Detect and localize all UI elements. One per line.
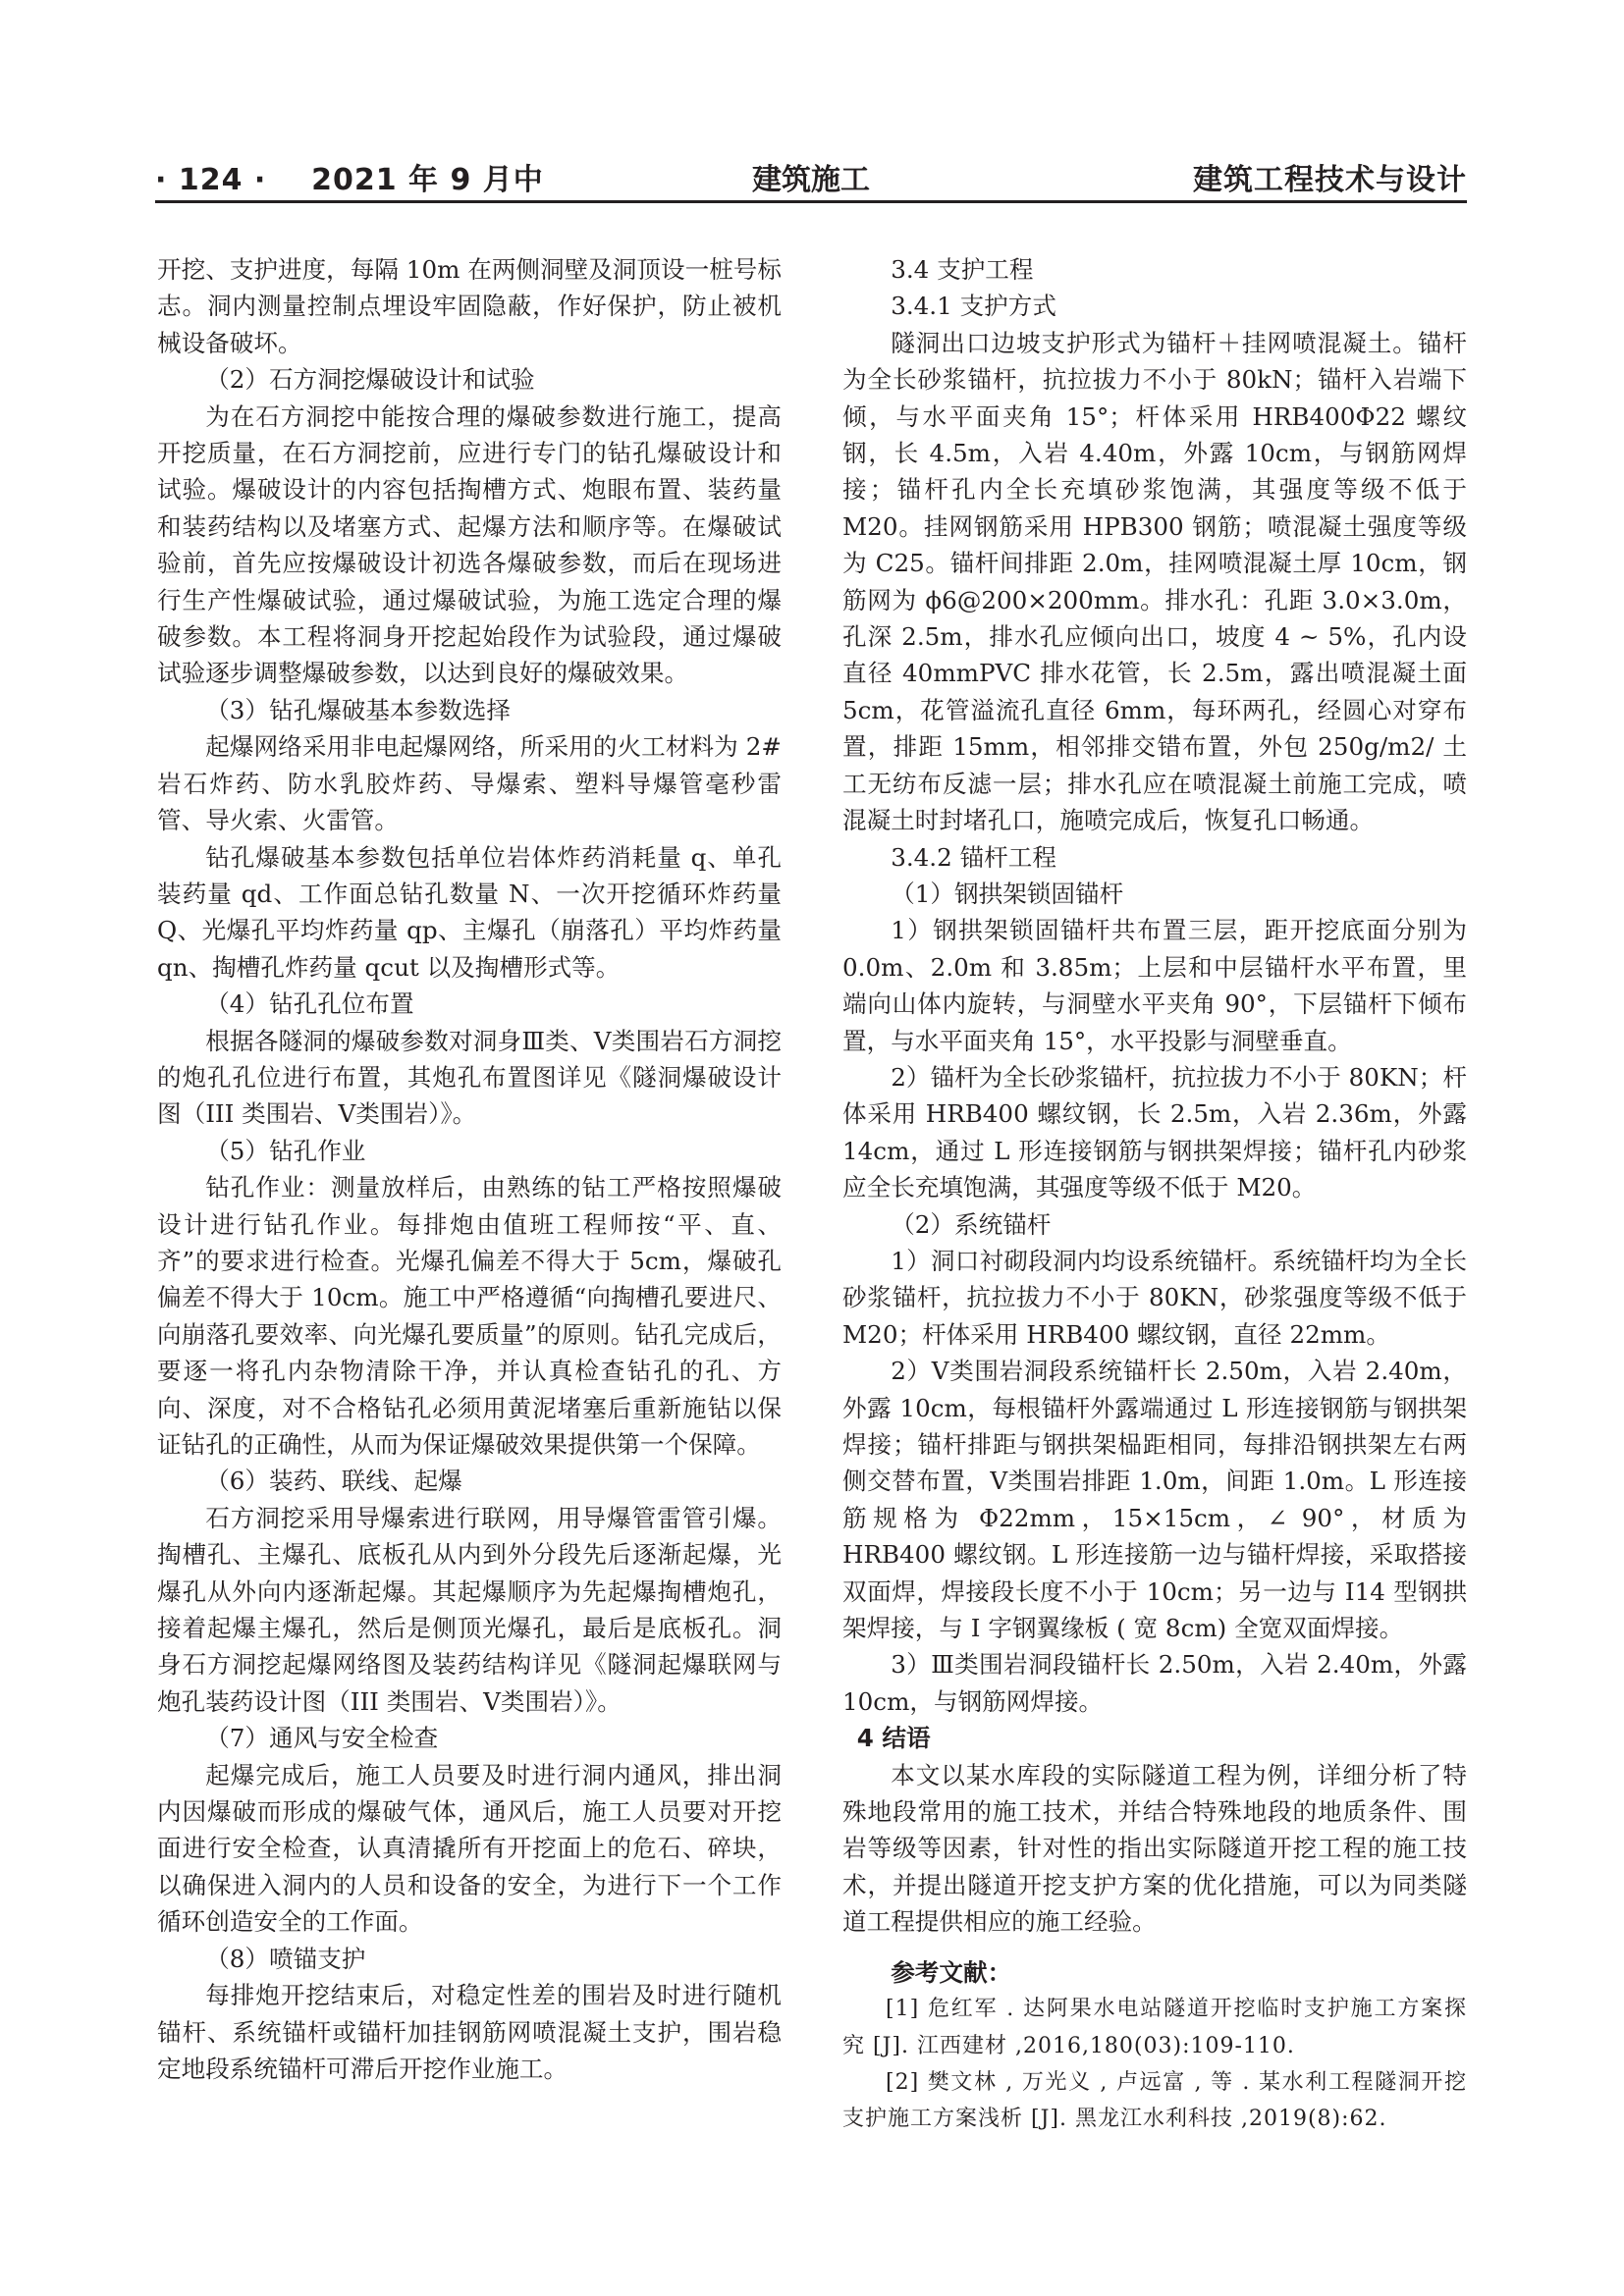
paragraph: 开挖、支护进度，每隔 10m 在两侧洞壁及洞顶设一桩号标志。洞内测量控制点埋设牢固隐蔽，作好保护，防止被机械设备破坏。 [157, 255, 782, 357]
left-column [157, 251, 782, 2087]
subsection-heading: （6）装药、联线、起爆 [205, 1467, 462, 1496]
reference-1: [1] 危红军 . 达阿果水电站隧道开挖临时支护施工方案探究 [J]. 江西建材 ,2016,180(03):109-110. [842, 1997, 1467, 2058]
issue-date: 2021 年 9 月中 [311, 163, 544, 197]
subsection-heading: 3.4.2 锚杆工程 [891, 842, 1056, 872]
journal-title: 建筑施工 [752, 163, 870, 197]
paragraph: 钻孔爆破基本参数包括单位岩体炸药消耗量 q、单孔装药量 qd、工作面总钻孔数量 N、一次开挖循环炸药量 Q、光爆孔平均炸药量 qp、主爆孔（崩落孔）平均炸药量 qn、掏槽孔炸药量 qcut 以及掏槽形式等。 [157, 842, 782, 982]
paragraph: 2）Ⅴ类围岩洞段系统锚杆长 2.50m，入岩 2.40m，外露 10cm，每根锚杆外露端通过 L 形连接钢筋与钢拱架焊接；锚杆排距与钢拱架榀距相同，每排沿钢拱架左右两侧交替布置，Ⅴ类围岩排距 1.0m，间距 1.0m。L 形连接筋规格为 Φ22mm，15×15cm，∠ 90°，材质为 HRB400 螺纹钢。L 形连接筋一边与锚杆焊接，采取搭接双面焊，焊接段长度不小于 10cm；另一边与 I14 型钢拱架焊接，与 I 字钢翼缘板 ( 宽 8cm) 全宽双面焊接。 [842, 1357, 1467, 1643]
paragraph: 为在石方洞挖中能按合理的爆破参数进行施工，提高开挖质量，在石方洞挖前，应进行专门的钻孔爆破设计和试验。爆破设计的内容包括掏槽方式、炮眼布置、装药量和装药结构以及堵塞方式、起爆方法和顺序等。在爆破试验前，首先应按爆破设计初选各爆破参数，而后在现场进行生产性爆破试验，通过爆破试验，为施工选定合理的爆破参数。本工程将洞身开挖起始段作为试验段，通过爆破试验逐步调整爆破参数，以达到良好的爆破效果。 [157, 401, 782, 688]
page-header [155, 147, 1467, 204]
page-number: · 124 · [155, 163, 267, 197]
subsection-heading: （7）通风与安全检查 [205, 1724, 439, 1753]
subsection-heading: （3）钻孔爆破基本参数选择 [205, 695, 511, 724]
paragraph: 1）钢拱架锁固锚杆共布置三层，距开挖底面分别为 0.0m、2.0m 和 3.85m；上层和中层锚杆水平布置，里端向山体内旋转，与洞壁水平夹角 90°，下层锚杆下倾布置，与水平面夹角 15°，水平投影与洞壁垂直。 [842, 916, 1467, 1055]
header-rule [155, 200, 1467, 203]
paragraph: 每排炮开挖结束后，对稳定性差的围岩及时进行随机锚杆、系统锚杆或锚杆加挂钢筋网喷混凝土支护，围岩稳定地段系统锚杆可滞后开挖作业施工。 [157, 1981, 782, 2083]
paragraph: 根据各隧洞的爆破参数对洞身Ⅲ类、Ⅴ类围岩石方洞挖的炮孔孔位进行布置，其炮孔布置图详见《隧洞爆破设计图（III 类围岩、Ⅴ类围岩）》。 [157, 1026, 782, 1129]
paragraph: 石方洞挖采用导爆索进行联网，用导爆管雷管引爆。掏槽孔、主爆孔、底板孔从内到外分段先后逐渐起爆，光爆孔从外向内逐渐起爆。其起爆顺序为先起爆掏槽炮孔，接着起爆主爆孔，然后是侧顶光爆孔，最后是底板孔。洞身石方洞挖起爆网络图及装药结构详见《隧洞起爆联网与炮孔装药设计图（III 类围岩、Ⅴ类围岩）》。 [157, 1503, 782, 1716]
right-column [842, 251, 1467, 2138]
subsection-heading: 3.4 支护工程 [891, 255, 1034, 284]
subsection-heading: （8）喷锚支护 [205, 1944, 366, 1973]
reference-2: [2] 樊文林 , 万光义 , 卢远富 , 等 . 某水利工程隧洞开挖支护施工方案浅析 [J]. 黑龙江水利科技 ,2019(8):62. [842, 2069, 1467, 2132]
subsection-heading: （2）石方洞挖爆破设计和试验 [205, 365, 535, 395]
paragraph: 起爆完成后，施工人员要及时进行洞内通风，排出洞内因爆破而形成的爆破气体，通风后，施工人员要对开挖面进行安全检查，认真清撬所有开挖面上的危石、碎块，以确保进入洞内的人员和设备的安全，为进行下一个工作循环创造安全的工作面。 [157, 1760, 782, 1937]
subsection-heading: （4）钻孔孔位布置 [205, 989, 414, 1019]
paragraph: 隧洞出口边坡支护形式为锚杆＋挂网喷混凝土。锚杆为全长砂浆锚杆，抗拉拔力不小于 80kN；锚杆入岩端下倾，与水平面夹角 15°；杆体采用 HRB400Φ22 螺纹钢，长 4.5m，入岩 4.40m，外露 10cm，与钢筋网焊接；锚杆孔内全长充填砂浆饱满，其强度等级不低于 M20。挂网钢筋采用 HPB300 钢筋；喷混凝土强度等级为 C25。锚杆间排距 2.0m，挂网喷混凝土厚 10cm，钢筋网为 ϕ6@200×200mm。排水孔：孔距 3.0×3.0m，孔深 2.5m，排水孔应倾向出口，坡度 4 ~ 5%，孔内设直径 40mmPVC 排水花管，长 2.5m，露出喷混凝土面 5cm，花管溢流孔直径 6mm，每环两孔，经圆心对穿布置，排距 15mm，相邻排交错布置，外包 250g/m2/ 土工无纺布反滤一层；排水孔应在喷混凝土前施工完成，喷混凝土时封堵孔口，施喷完成后，恢复孔口畅通。 [842, 328, 1467, 835]
subsection-heading: （2）系统锚杆 [891, 1209, 1052, 1239]
subsection-heading: （1）钢拱架锁固锚杆 [891, 879, 1124, 908]
section-heading: 4 结语 [856, 1724, 931, 1753]
paragraph: 钻孔作业：测量放样后，由熟练的钻工严格按照爆破设计进行钻孔作业。每排炮由值班工程师按“平、直、齐”的要求进行检查。光爆孔偏差不得大于 5cm，爆破孔偏差不得大于 10cm。施工中严格遵循“向掏槽孔要进尺、向崩落孔要效率、向光爆孔要质量”的原则。钻孔完成后，要逐一将孔内杂物清除干净，并认真检查钻孔的孔、方向、深度，对不合格钻孔必须用黄泥堵塞后重新施钻以保证钻孔的正确性，从而为保证爆破效果提供第一个保障。 [157, 1173, 782, 1459]
right-column-body [842, 251, 1467, 1941]
paragraph: 起爆网络采用非电起爆网络，所采用的火工材料为 2# 岩石炸药、防水乳胶炸药、导爆索、塑料导爆管毫秒雷管、导火索、火雷管。 [157, 732, 782, 835]
paragraph: 2）锚杆为全长砂浆锚杆，抗拉拔力不小于 80KN；杆体采用 HRB400 螺纹钢，长 2.5m，入岩 2.36m，外露 14cm，通过 L 形连接钢筋与钢拱架焊接；锚杆孔内砂浆应全长充填饱满，其强度等级不低于 M20。 [842, 1062, 1467, 1202]
subsection-heading: 3.4.1 支护方式 [891, 292, 1056, 321]
paragraph: 3）Ⅲ类围岩洞段锚杆长 2.50m，入岩 2.40m，外露 10cm，与钢筋网焊接。 [842, 1650, 1467, 1716]
paragraph: 1）洞口衬砌段洞内均设系统锚杆。系统锚杆均为全长砂浆锚杆，抗拉拔力不小于 80KN，砂浆强度等级不低于 M20；杆体采用 HRB400 螺纹钢，直径 22mm。 [842, 1246, 1467, 1349]
paragraph: 本文以某水库段的实际隧道工程为例，详细分析了特殊地段常用的施工技术，并结合特殊地段的地质条件、围岩等级等因素，针对性的指出实际隧道开挖工程的施工技术，并提出隧道开挖支护方案的优化措施，可以为同类隧道工程提供相应的施工经验。 [842, 1760, 1467, 1937]
references-title: 参考文献： [891, 1957, 1012, 1987]
subsection-heading: （5）钻孔作业 [205, 1136, 366, 1165]
section-title: 建筑工程技术与设计 [1193, 163, 1467, 197]
